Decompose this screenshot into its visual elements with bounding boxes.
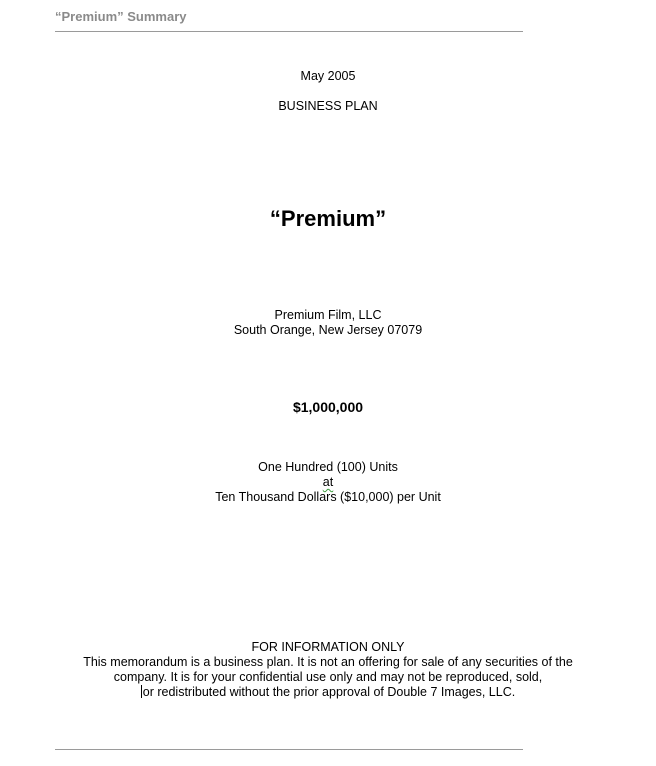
company-address: South Orange, New Jersey 07079 — [233, 323, 423, 337]
disclaimer-heading: FOR INFORMATION ONLY — [251, 640, 405, 654]
at-word: at — [322, 475, 334, 489]
document-type: BUSINESS PLAN — [278, 99, 378, 113]
disclaimer-line-1: This memorandum is a business plan. It is not an offering for sale of any securities of the — [83, 655, 573, 669]
footer-rule — [55, 749, 523, 750]
price-line: Ten Thousand Dollars ($10,000) per Unit — [215, 490, 441, 504]
running-header: “Premium” Summary — [55, 9, 187, 24]
text-cursor — [141, 685, 142, 698]
header-rule — [55, 31, 523, 32]
offering-amount: $1,000,000 — [292, 399, 364, 415]
company-name: Premium Film, LLC — [274, 308, 382, 322]
plan-date: May 2005 — [300, 69, 356, 83]
document-title: “Premium” — [269, 206, 387, 231]
disclaimer-line-3: or redistributed without the prior approval of Double 7 Images, LLC. — [142, 685, 516, 699]
disclaimer-line-2: company. It is for your confidential use only and may not be reproduced, sold, — [113, 670, 543, 684]
at-line — [0, 475, 656, 490]
units-line: One Hundred (100) Units — [258, 460, 398, 474]
disclaimer-line-3-row — [0, 685, 656, 700]
